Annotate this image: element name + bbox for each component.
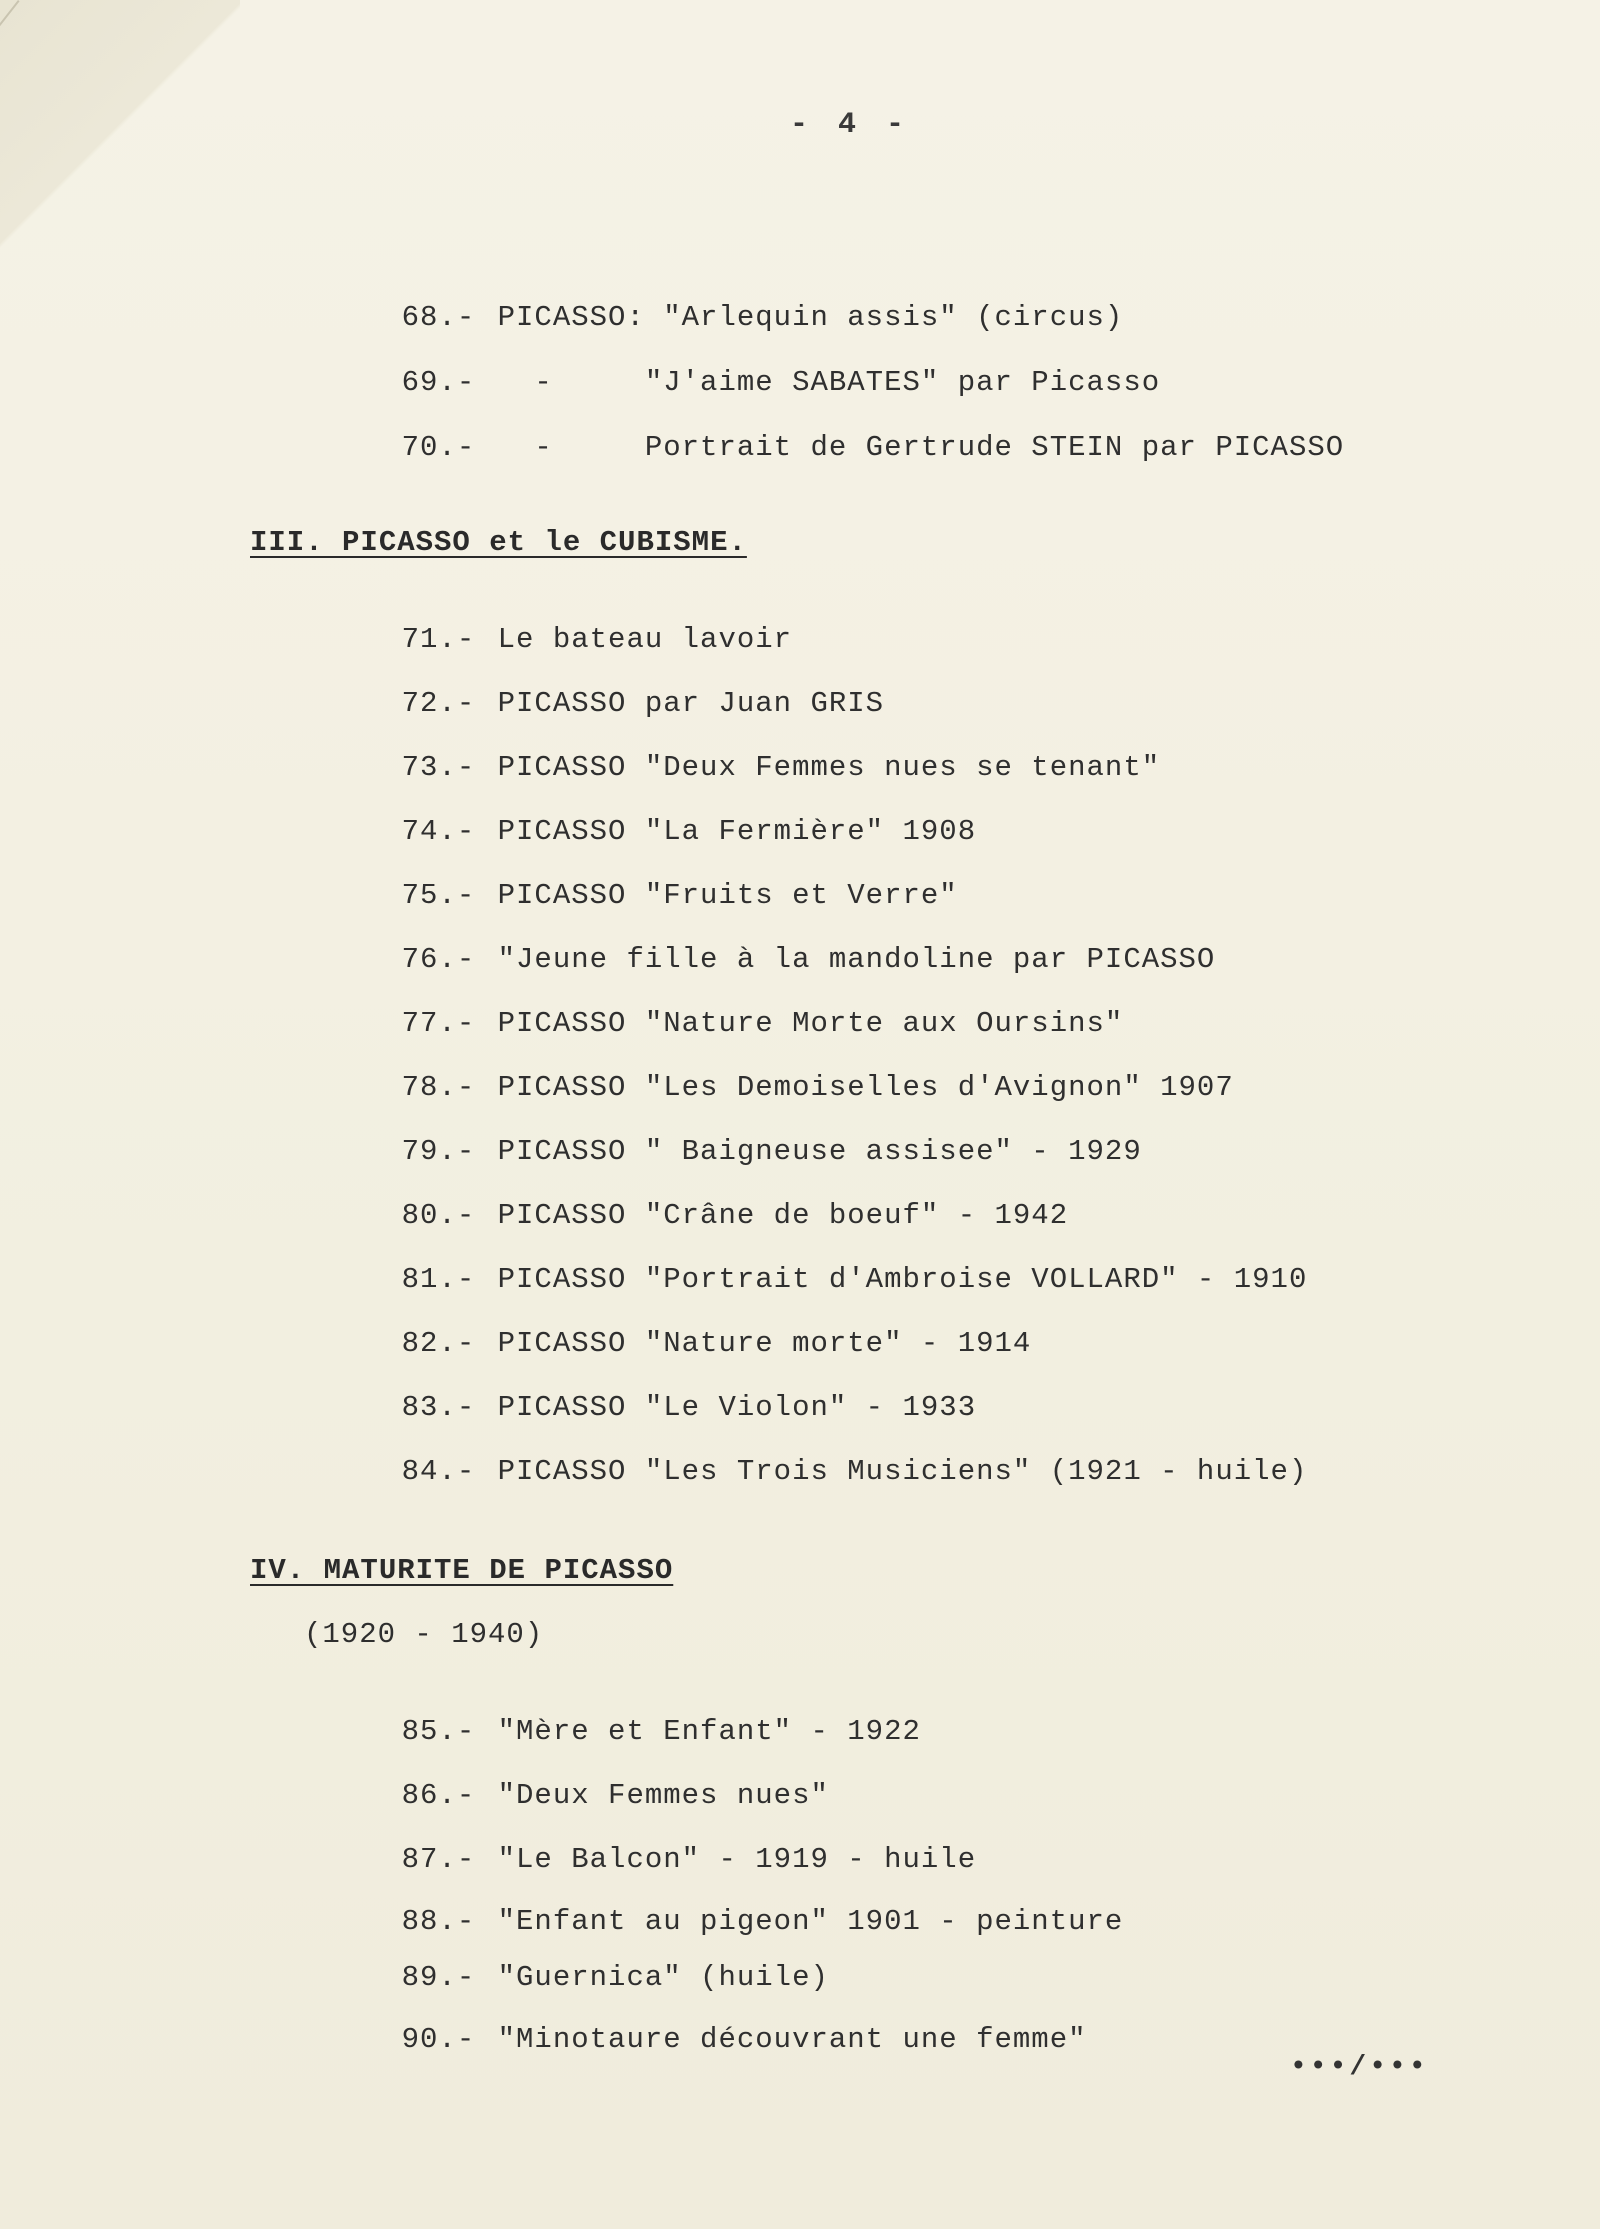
item-text: Le bateau lavoir — [497, 623, 793, 656]
item-text: PICASSO "Le Violon" - 1933 — [497, 1391, 977, 1424]
item-text: - "J'aime SABATES" par Picasso — [497, 366, 1161, 399]
item-number: 88.- — [401, 1905, 476, 1938]
item-text: PICASSO "Nature morte" - 1914 — [497, 1327, 1032, 1360]
item-number: 79.- — [401, 1135, 476, 1168]
item-number: 72.- — [401, 687, 476, 720]
item-number: 82.- — [401, 1327, 476, 1360]
item-number: 84.- — [401, 1455, 476, 1488]
item-number: 76.- — [401, 943, 476, 976]
item-text: PICASSO "Deux Femmes nues se tenant" — [497, 751, 1161, 784]
item-text: PICASSO " Baigneuse assisee" - 1929 — [497, 1135, 1142, 1168]
list-item — [328, 398, 1344, 497]
item-number: 85.- — [401, 1715, 476, 1748]
item-text: "Deux Femmes nues" — [497, 1779, 829, 1812]
item-number: 77.- — [401, 1007, 476, 1040]
item-number: 87.- — [401, 1843, 476, 1876]
item-text: PICASSO "Nature Morte aux Oursins" — [497, 1007, 1124, 1040]
item-text: PICASSO par Juan GRIS — [497, 687, 885, 720]
item-number: 83.- — [401, 1391, 476, 1424]
item-number: 70.- — [401, 431, 476, 464]
item-text: PICASSO "Fruits et Verre" — [497, 879, 958, 912]
item-number: 89.- — [401, 1961, 476, 1994]
section-heading: IV. MATURITE DE PICASSO — [250, 1554, 674, 1587]
item-number: 80.- — [401, 1199, 476, 1232]
list-item — [328, 1990, 1087, 2089]
item-number: 78.- — [401, 1071, 476, 1104]
item-text: "Guernica" (huile) — [497, 1961, 829, 1994]
item-text: "Minotaure découvrant une femme" — [497, 2023, 1087, 2056]
item-number: 69.- — [401, 366, 476, 399]
item-number: 75.- — [401, 879, 476, 912]
item-text: PICASSO "Les Trois Musiciens" (1921 - huile) — [497, 1455, 1308, 1488]
item-text: "Jeune fille à la mandoline par PICASSO — [497, 943, 1216, 976]
item-text: "Mère et Enfant" - 1922 — [497, 1715, 921, 1748]
item-number: 71.- — [401, 623, 476, 656]
item-text: PICASSO "La Fermière" 1908 — [497, 815, 977, 848]
item-number: 73.- — [401, 751, 476, 784]
item-number: 90.- — [401, 2023, 476, 2056]
item-number: 86.- — [401, 1779, 476, 1812]
section-heading: III. PICASSO et le CUBISME. — [250, 526, 747, 559]
folded-corner — [0, 0, 240, 300]
item-number: 81.- — [401, 1263, 476, 1296]
item-text: "Le Balcon" - 1919 - huile — [497, 1843, 977, 1876]
item-text: PICASSO "Portrait d'Ambroise VOLLARD" - 1910 — [497, 1263, 1308, 1296]
item-text: "Enfant au pigeon" 1901 - peinture — [497, 1905, 1124, 1938]
item-text: PICASSO "Les Demoiselles d'Avignon" 1907 — [497, 1071, 1234, 1104]
period-range: (1920 - 1940) — [304, 1618, 544, 1651]
item-number: 68.- — [401, 301, 476, 334]
continuation-mark: •••/••• — [1290, 2052, 1429, 2083]
item-number: 74.- — [401, 815, 476, 848]
item-text: PICASSO: "Arlequin assis" (circus) — [497, 301, 1124, 334]
list-item — [328, 1422, 1307, 1521]
item-text: - Portrait de Gertrude STEIN par PICASSO — [497, 431, 1345, 464]
item-text: PICASSO "Crâne de boeuf" - 1942 — [497, 1199, 1069, 1232]
page-number: - 4 - — [790, 108, 911, 142]
